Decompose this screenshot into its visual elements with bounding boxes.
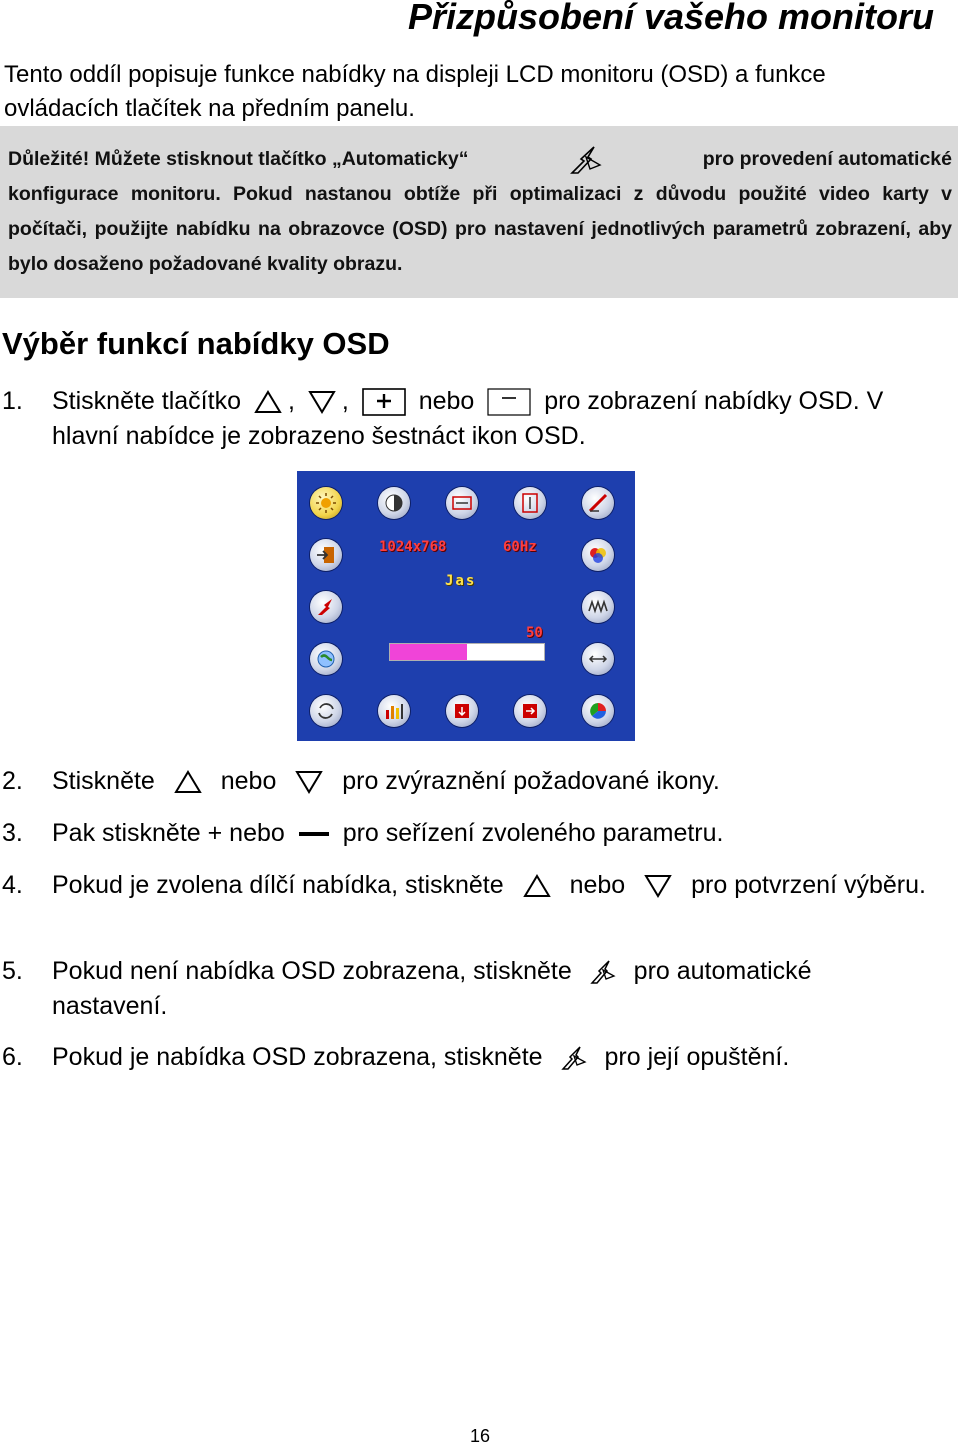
up-triangle-icon: [254, 389, 282, 415]
step-text: Pokud není nabídka OSD zobrazena, stiskněte: [52, 957, 572, 985]
down-triangle-icon: [308, 389, 336, 415]
step-text: pro seřízení zvoleného parametru.: [342, 819, 724, 847]
step-number: 2.: [2, 767, 23, 795]
osd-v-position-icon: [514, 695, 546, 727]
minus-dash-icon: [298, 829, 330, 839]
osd-level-bar: [389, 643, 545, 661]
step-number: 3.: [2, 819, 23, 847]
plus-button-icon: [362, 388, 406, 416]
osd-h-position-icon: [446, 695, 478, 727]
osd-selected-label: Jas: [445, 573, 477, 589]
important-note-lead-tail: pro provedení automatické: [702, 148, 952, 170]
auto-button-icon: [589, 958, 617, 986]
step-3: [2, 816, 932, 851]
sharpness-icon: [582, 487, 614, 519]
step-4: [2, 868, 932, 903]
down-triangle-icon: [644, 873, 672, 899]
contrast-icon: [378, 487, 410, 519]
step-2: [2, 764, 932, 799]
step-number: 5.: [2, 957, 23, 985]
step-text: ,: [287, 387, 295, 415]
page-number: 16: [469, 1426, 491, 1446]
auto-button-icon: [568, 143, 604, 177]
step-5: [2, 954, 932, 1024]
step-number: 4.: [2, 871, 23, 899]
step-text: nebo: [220, 767, 277, 795]
step-text: nebo: [569, 871, 626, 899]
step-number: 6.: [2, 1043, 23, 1071]
step-text: Pak stiskněte + nebo: [52, 819, 285, 847]
important-note-rest: konfigurace monitoru. Pokud nastanou obtíže při optimalizaci z důvodu použité video karty v počítači, použijte nabídku na obrazovce (OSD) pro nastavení jednotlivých parametrů zobrazení, aby bylo dosaženo požadované kvality obrazu.: [8, 183, 952, 275]
page-title: Přizpůsobení vašeho monitoru: [407, 0, 934, 37]
auto-adjust-icon: [310, 591, 342, 623]
step-text: pro zvýraznění požadované ikony.: [342, 767, 720, 795]
osd-value: 50: [526, 625, 543, 641]
up-triangle-icon: [523, 873, 551, 899]
step-1: [2, 384, 932, 454]
step-6: [2, 1040, 932, 1075]
h-position-icon: [446, 487, 478, 519]
down-triangle-icon: [295, 769, 323, 795]
step-text: pro automatické nastavení.: [52, 957, 812, 1020]
step-text: pro její opuštění.: [604, 1043, 790, 1071]
reset-icon: [310, 695, 342, 727]
minus-button-icon: [487, 388, 531, 416]
step-text: ,: [341, 387, 349, 415]
important-note-box: [0, 126, 958, 298]
recall-icon: [378, 695, 410, 727]
color-temp-icon: [582, 695, 614, 727]
language-icon: [310, 643, 342, 675]
step-text: Stiskněte: [52, 767, 155, 795]
intro-paragraph: Tento oddíl popisuje funkce nabídky na displeji LCD monitoru (OSD) a funkce ovládacích tlačítek na předním panelu.: [4, 61, 826, 122]
important-note-first-line: [8, 142, 952, 177]
color-icon: [582, 539, 614, 571]
up-triangle-icon: [174, 769, 202, 795]
step-text: pro zobrazení nabídky OSD. V hlavní nabídce je zobrazeno šestnáct ikon OSD.: [52, 387, 884, 450]
osd-level-fill: [390, 644, 467, 660]
h-size-icon: [582, 643, 614, 675]
auto-button-icon: [560, 1044, 588, 1072]
exit-icon: [310, 539, 342, 571]
v-position-icon: [514, 487, 546, 519]
osd-refresh-rate: 60Hz: [503, 539, 537, 555]
step-text: Pokud je zvolena dílčí nabídka, stiskněte: [52, 871, 504, 899]
step-text: nebo: [418, 387, 475, 415]
section-heading: Výběr funkcí nabídky OSD: [2, 326, 390, 361]
brightness-icon: [310, 487, 342, 519]
step-text: Stiskněte tlačítko: [52, 387, 241, 415]
step-text: Pokud je nabídka OSD zobrazena, stiskněte: [52, 1043, 543, 1071]
phase-icon: [582, 591, 614, 623]
important-note-lead: Důležité! Můžete stisknout tlačítko „Automaticky“: [8, 148, 469, 170]
osd-menu-screenshot: [297, 471, 635, 741]
osd-resolution: 1024x768: [379, 539, 447, 555]
step-text: pro potvrzení výběru.: [691, 871, 926, 899]
step-number: 1.: [2, 387, 23, 415]
